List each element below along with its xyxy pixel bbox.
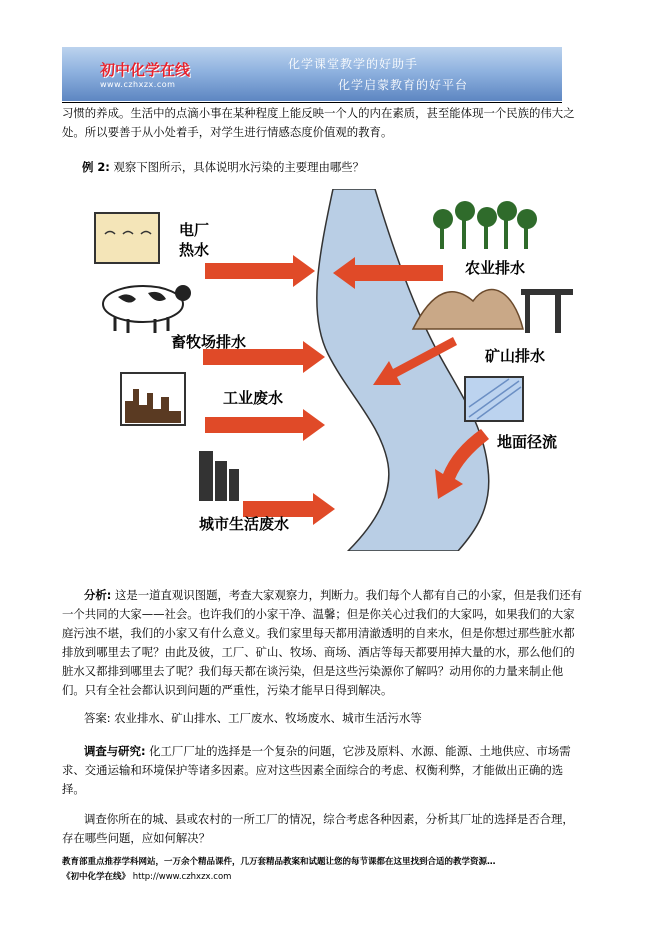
analysis-label: 分析: bbox=[84, 588, 112, 602]
footer-promo: 教育部重点推荐学科网站，一万余个精品课件，几万套精品教案和试题让您的每节课都在这里找到合适的教学资源… bbox=[62, 857, 496, 867]
brand-logo-text: 初中化学在线 bbox=[100, 61, 191, 79]
label-mining: 矿山排水 bbox=[485, 347, 546, 365]
answer-label: 答案: bbox=[84, 711, 111, 725]
mining-picture bbox=[413, 290, 523, 329]
banner-url: www.czhxzx.com bbox=[100, 80, 176, 89]
label-urban: 城市生活废水 bbox=[199, 515, 290, 533]
example-question bbox=[82, 158, 602, 177]
banner-slogan-1: 化学课堂教学的好助手 bbox=[288, 57, 419, 71]
cow-picture bbox=[103, 285, 191, 333]
research-text: 化工厂厂址的选择是一个复杂的问题，它涉及原料、水源、能源、土地供应、市场需求、交通运输和环境保护等诸多因素。应对这些因素全面综合的考虑、权衡利弊，才能做出正确的选择。 bbox=[62, 744, 571, 796]
pump-jack-picture bbox=[521, 289, 573, 333]
label-agriculture: 农业排水 bbox=[465, 259, 526, 277]
label-runoff: 地面径流 bbox=[497, 433, 558, 451]
research-paragraph bbox=[62, 742, 582, 799]
label-livestock: 畜牧场排水 bbox=[171, 333, 247, 351]
header-divider bbox=[62, 102, 562, 103]
answer-text: 农业排水、矿山排水、工厂废水、牧场废水、城市生活污水等 bbox=[114, 711, 422, 725]
plants-picture bbox=[433, 201, 537, 249]
label-power-plant-2: 热水 bbox=[179, 241, 210, 259]
analysis-text: 这是一道直观识图题，考查大家观察力，判断力。我们每个人都有自己的小家，但是我们还有一个共同的大家——社会。也许我们的小家干净、温馨；但是你关心过我们的大家吗，如果我们的大家庭污浊不堪，我们的小家又有什么意义。我们家里每天都用清澈透明的自来水，但是你想过那些脏水都排放到哪里去了呢？由此及彼，工厂、矿山、牧场、商场、酒店等每天都要用掉大量的水，那么他们的脏水又都排到哪里去了呢？我们每天都在谈污染，但是这些污染源你了解吗？动用你的力量来制止他们。只有全社会都认识到问题的严重性，污染才能早日得到解决。 bbox=[62, 588, 582, 697]
task-text: 调查你所在的城、县或农村的一所工厂的情况，综合考虑各种因素，分析其厂址的选择是否合理，存在哪些问题，应如何解决？ bbox=[62, 812, 574, 845]
label-power-plant-1: 电厂 bbox=[179, 221, 210, 239]
footer-site-name: 《初中化学在线》 bbox=[62, 872, 131, 882]
analysis-paragraph bbox=[62, 586, 582, 700]
answer-paragraph bbox=[84, 709, 604, 728]
header-banner bbox=[62, 47, 562, 101]
footer-source bbox=[62, 870, 231, 882]
research-label: 调查与研究: bbox=[84, 744, 146, 758]
power-plant-picture bbox=[95, 213, 159, 263]
intro-paragraph: 习惯的养成。生活中的点滴小事在某种程度上能反映一个人的内在素质，甚至能体现一个民族的伟大之处。所以要善于从小处着手，对学生进行情感态度价值观的教育。 bbox=[62, 106, 575, 139]
label-industry: 工业废水 bbox=[223, 389, 284, 407]
water-pollution-figure bbox=[93, 189, 584, 551]
example-text: 观察下图所示，具体说明水污染的主要理由哪些？ bbox=[113, 160, 365, 174]
task-paragraph bbox=[62, 810, 582, 848]
example-label: 例 2: bbox=[82, 160, 110, 174]
city-picture bbox=[199, 451, 239, 501]
banner-slogan-2: 化学启蒙教育的好平台 bbox=[338, 78, 469, 92]
footer-url-link[interactable]: http://www.czhxzx.com bbox=[132, 872, 232, 882]
